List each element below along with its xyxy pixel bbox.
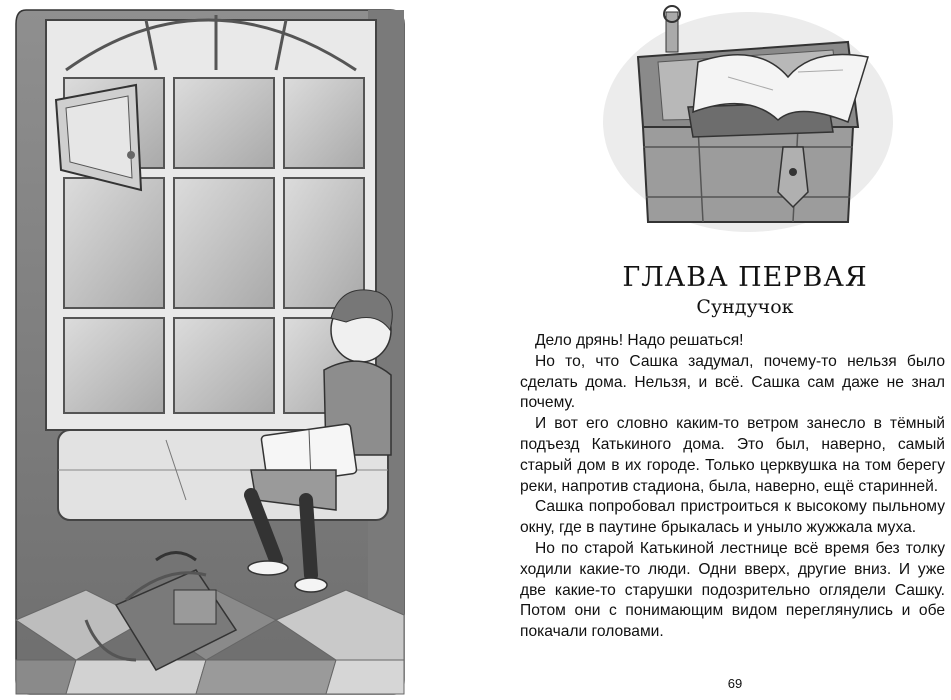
paragraph: Но то, что Сашка задумал, почему-то нельзя было сделать дома. Нельзя, и всё. Сашка сам даже не знал почему. [520,352,945,412]
chapter-title: ГЛАВА ПЕРВАЯ [622,262,868,293]
page-number: 69 [727,676,743,691]
paragraph: Дело дрянь! Надо решаться! [535,332,744,349]
paragraph: И вот его словно каким-то ветром занесло в тёмный подъезд Катькиного дома. Это был, наверно, самый старый дом в их городе. Только церквушка на том берегу реки, напротив стадиона, была, наверно, ещё старинней. [520,415,945,495]
chapter-subtitle: Сундучок [696,296,794,318]
treasure-chest-illustration [598,2,896,242]
paragraph: Сашка попробовал пристроиться к высокому пыльному окну, где в паутине брыкалась и уныло жужжала муха. [520,498,945,537]
paragraph: Но по старой Катькиной лестнице всё время без толку ходили какие-то люди. Одни вверх, другие вниз. И уже две какие-то старушки подозрительно оглядели Сашку. Потом они с понимающим видом переглянулись и обе покачали головами. [520,539,945,641]
boy-at-window-illustration [6,0,406,700]
body-text [520,331,945,643]
